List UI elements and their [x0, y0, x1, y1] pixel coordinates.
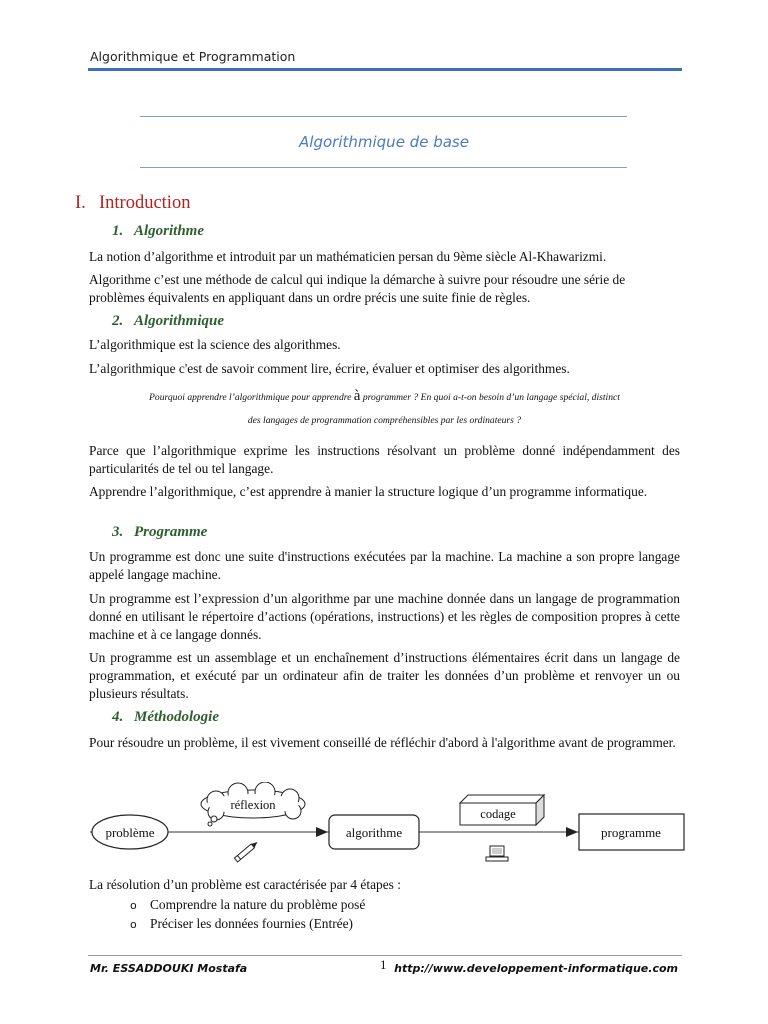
paragraph-origin: La notion d’algorithme et introduit par un mathématicien persan du 9ème siècle Al-Khawarizmi.: [89, 249, 607, 264]
bullet-marker: o: [130, 899, 137, 912]
pencil-icon: [234, 840, 259, 862]
paragraph-definition: Algorithme c’est une méthode de calcul qui indique la démarche à suivre pour résoudre une série de problèmes équivalents en appliquant dans un ordre précis une suite finie de règles.: [89, 272, 626, 305]
subheading-title: Méthodologie: [134, 709, 219, 725]
footer-rule: [88, 955, 682, 956]
footer-author: Mr. ESSADDOUKI Mostafa: [90, 962, 248, 975]
title-rule-bottom: [140, 167, 627, 168]
arrow-head-2: [566, 827, 578, 837]
list-item: [130, 916, 353, 932]
subheading-number: 1.: [112, 223, 124, 239]
subheading-algorithme: [112, 223, 204, 240]
header-rule: [88, 68, 682, 71]
computer-icon: [486, 846, 508, 861]
probleme-label: problème: [105, 825, 155, 840]
list-item: [130, 897, 365, 913]
list-item-text: Comprendre la nature du problème posé: [150, 897, 366, 912]
programme-label: programme: [601, 825, 661, 840]
subheading-title: Algorithmique: [134, 313, 225, 329]
quote-line-1: [89, 388, 680, 405]
subheading-algorithmique: [112, 313, 224, 330]
algorithme-label: algorithme: [345, 825, 403, 840]
running-header: Algorithmique et Programmation: [90, 49, 296, 64]
bullet-marker: o: [130, 918, 137, 931]
quote-line-2: des langages de programmation compréhensibles par les ordinateurs ?: [247, 415, 522, 426]
section-number: I.: [75, 193, 86, 213]
methodology-diagram: [88, 782, 688, 872]
reflexion-label: réflexion: [230, 798, 276, 812]
subheading-programme: [112, 524, 207, 541]
paragraph-parce-que: Parce que l’algorithmique exprime les instructions résolvant un problème donné indépendamment des particularités de tel ou tel langage.: [89, 443, 680, 476]
arrow-head-1: [316, 827, 328, 837]
paragraph-assemblage: Un programme est un assemblage et un enchaînement d’instructions élémentaires écrit dans un langage de programmation, et exécuté par un ordinateur afin de traiter les données d’un problème et renvoyer un ou plusieurs résultats.: [89, 650, 680, 701]
quote-emphasis: à: [353, 388, 361, 404]
paragraph-expression: Un programme est l’expression d’un algorithme par une machine donnée dans un langage de programmation donné en utilisant le répertoire d’actions (opérations, instructions) et les règles de composition propres à cette machine et à ce langage donnés.: [89, 591, 680, 642]
paragraph-apprendre: Apprendre l’algorithmique, c’est apprendre à manier la structure logique d’un programme informatique.: [89, 484, 648, 499]
title-rule-top: [140, 116, 627, 117]
document-title: Algorithmique de base: [299, 133, 469, 151]
codage-label: codage: [480, 807, 516, 821]
section-heading-introduction: [75, 193, 190, 214]
footer-url[interactable]: http://www.developpement-informatique.com: [394, 962, 678, 975]
subheading-number: 4.: [112, 709, 124, 725]
paragraph-science: L’algorithmique est la science des algorithmes.: [89, 337, 341, 352]
paragraph-suite-instructions: Un programme est donc une suite d'instructions exécutées par la machine. La machine a son propre langage appelé langage machine.: [89, 549, 680, 582]
subheading-number: 3.: [112, 524, 124, 540]
subheading-title: Algorithme: [134, 223, 205, 239]
paragraph-savoir: L’algorithmique c'est de savoir comment lire, écrire, évaluer et optimiser des algorithmes.: [89, 361, 570, 376]
subheading-title: Programme: [134, 524, 208, 540]
quote-text: programmer ? En quoi a-t-on besoin d’un langage spécial, distinct: [362, 392, 620, 403]
paragraph-etapes: La résolution d’un problème est caractérisée par 4 étapes :: [89, 877, 401, 892]
section-title: Introduction: [99, 193, 191, 213]
page-number: 1: [380, 957, 387, 972]
quote-text: Pourquoi apprendre l’algorithmique pour apprendre: [149, 392, 352, 403]
subheading-number: 2.: [112, 313, 124, 329]
subheading-methodologie: [112, 709, 219, 726]
list-item-text: Préciser les données fournies (Entrée): [150, 916, 354, 931]
paragraph-resoudre: Pour résoudre un problème, il est vivement conseillé de réfléchir d'abord à l'algorithme avant de programmer.: [89, 735, 676, 750]
